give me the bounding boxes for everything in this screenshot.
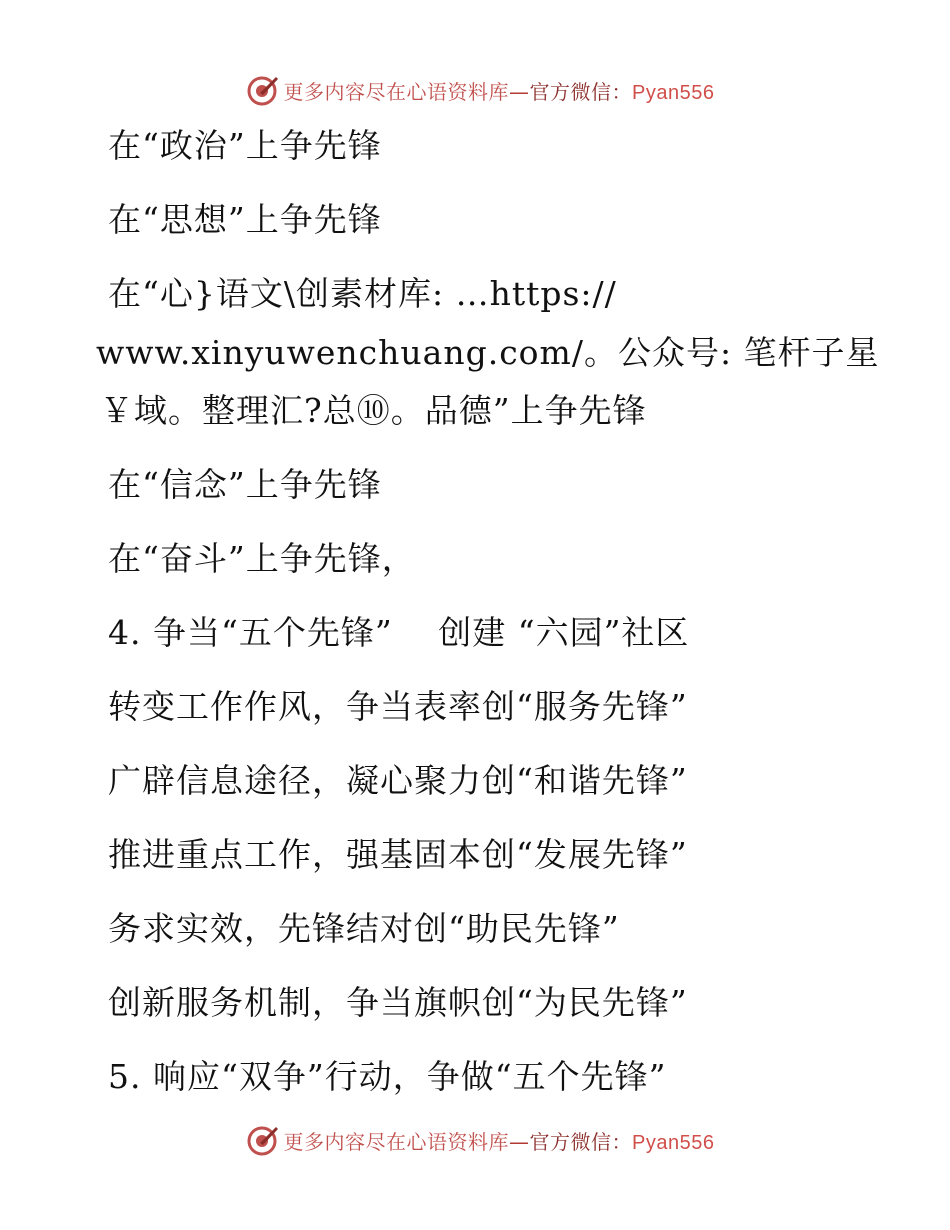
text-line-2: 在“思想”上争先锋 (108, 200, 382, 239)
text-line-4: www.xinyuwenchuang.com/。公众号: 笔杆子星 (96, 333, 880, 372)
header-banner-wechat-label: 官方微信： (529, 79, 633, 104)
text-line-11: 推进重点工作，强基固本创“发展先锋” (108, 835, 688, 874)
quill-logo-icon (246, 1123, 280, 1157)
footer-banner-dash: — (509, 1129, 530, 1154)
text-line-3: 在“心}语文\创素材库: …https:// (108, 274, 617, 313)
footer-banner-content (246, 1123, 715, 1157)
text-line-12: 务求实效，先锋结对创“助民先锋” (108, 909, 620, 948)
text-line-8: 4. 争当“五个先锋” 创建 “六园”社区 (108, 613, 690, 652)
text-line-5: ￥域。整理汇?总⑩。品德”上争先锋 (100, 391, 647, 430)
footer-banner-wechat-label: 官方微信： (529, 1129, 633, 1154)
header-banner-dash: — (509, 79, 530, 104)
text-line-10: 广辟信息途径，凝心聚力创“和谐先锋” (108, 761, 688, 800)
text-line-7: 在“奋斗”上争先锋， (108, 539, 416, 578)
footer-banner (0, 1120, 950, 1160)
header-banner-main: 更多内容尽在心语资料库 (283, 79, 510, 104)
text-line-9: 转变工作作风，争当表率创“服务先锋” (108, 687, 688, 726)
text-line-14: 5. 响应“双争”行动，争做“五个先锋” (108, 1057, 667, 1096)
text-line-1: 在“政治”上争先锋 (108, 126, 382, 165)
header-banner-wechat-id: Pyan556 (632, 81, 715, 104)
footer-banner-text (284, 1126, 715, 1155)
footer-banner-wechat-id: Pyan556 (632, 1131, 715, 1154)
text-line-13: 创新服务机制，争当旗帜创“为民先锋” (108, 983, 688, 1022)
text-line-6: 在“信念”上争先锋 (108, 465, 382, 504)
footer-banner-main: 更多内容尽在心语资料库 (283, 1129, 510, 1154)
